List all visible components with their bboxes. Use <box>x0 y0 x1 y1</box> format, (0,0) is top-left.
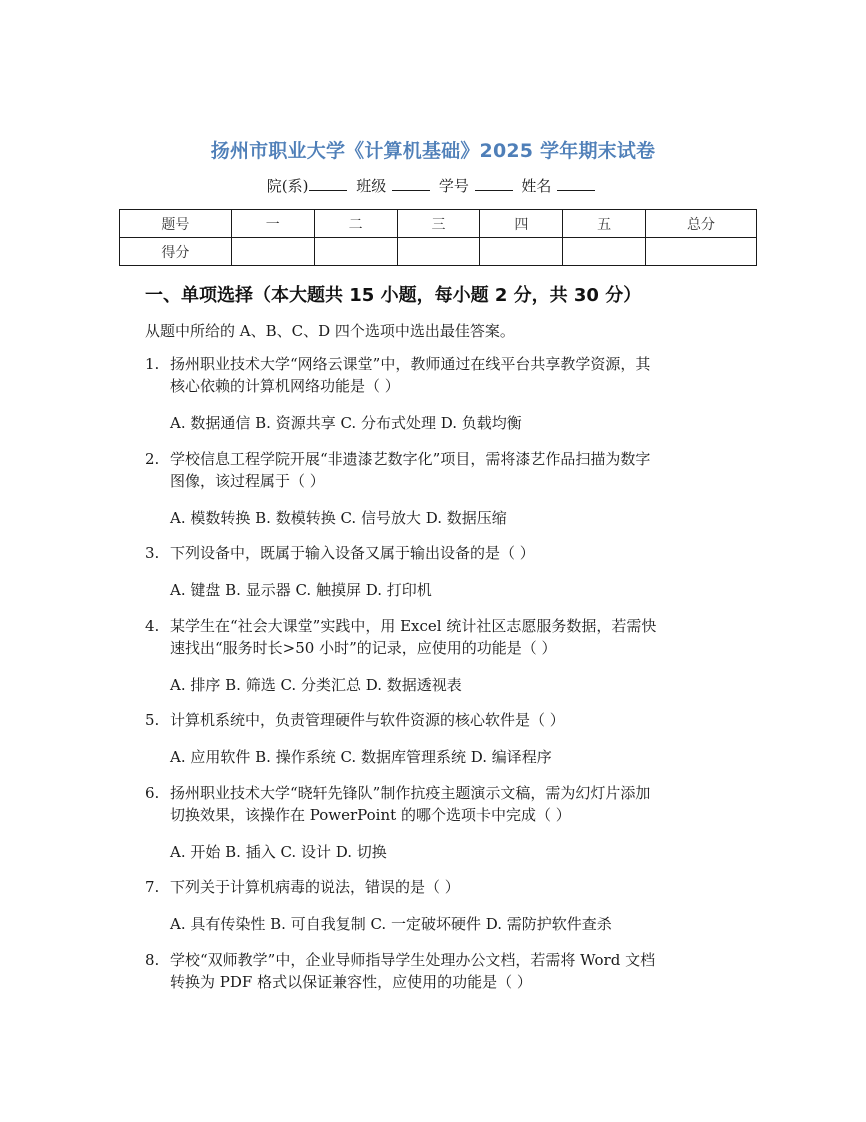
question-5-options: A. 应用软件 B. 操作系统 C. 数据库管理系统 D. 编译程序 <box>170 748 552 766</box>
question-line: 下列关于计算机病毒的说法，错误的是（ ） <box>170 878 460 896</box>
question-number: 8. <box>145 951 160 969</box>
question-line: 速找出“服务时长>50 小时”的记录，应使用的功能是（ ） <box>170 639 557 657</box>
question-line: 转换为 PDF 格式以保证兼容性，应使用的功能是（ ） <box>170 973 532 991</box>
question-line: 学校信息工程学院开展“非遗漆艺数字化”项目，需将漆艺作品扫描为数字 <box>170 450 651 468</box>
question-number: 4. <box>145 617 160 635</box>
question-number: 2. <box>145 450 160 468</box>
question-4 <box>145 615 745 659</box>
question-line: 学校“双师教学”中，企业导师指导学生处理办公文档，若需将 Word 文档 <box>170 951 656 969</box>
dept-label: 院(系) <box>266 177 309 195</box>
question-line: 图像，该过程属于（ ） <box>170 472 325 490</box>
question-7-options: A. 具有传染性 B. 可自我复制 C. 一定破坏硬件 D. 需防护软件查杀 <box>170 915 612 933</box>
score-input-3 <box>397 238 480 266</box>
section-instruction: 从题中所给的 A、B、C、D 四个选项中选出最佳答案。 <box>145 322 515 340</box>
question-line: 切换效果，该操作在 PowerPoint 的哪个选项卡中完成（ ） <box>170 806 571 824</box>
question-2 <box>145 448 745 492</box>
question-2-options: A. 模数转换 B. 数模转换 C. 信号放大 D. 数据压缩 <box>170 509 507 527</box>
score-cell-label: 题号 <box>120 210 232 238</box>
score-cell-3: 三 <box>397 210 480 238</box>
section-heading: 一、单项选择（本大题共 15 小题，每小题 2 分，共 30 分） <box>145 285 642 306</box>
question-line: 计算机系统中，负责管理硬件与软件资源的核心软件是（ ） <box>170 711 565 729</box>
score-input-total <box>646 238 757 266</box>
question-4-options: A. 排序 B. 筛选 C. 分类汇总 D. 数据透视表 <box>170 676 462 694</box>
question-1 <box>145 353 745 397</box>
score-input-5 <box>563 238 646 266</box>
score-table <box>119 209 757 266</box>
question-number: 6. <box>145 784 160 802</box>
score-input-2 <box>314 238 397 266</box>
score-table-score-row <box>120 238 757 266</box>
question-3-options: A. 键盘 B. 显示器 C. 触摸屏 D. 打印机 <box>170 581 432 599</box>
id-label: 学号 <box>438 177 469 195</box>
name-label: 姓名 <box>521 177 552 195</box>
question-number: 7. <box>145 878 160 896</box>
question-line: 扬州职业技术大学“网络云课堂”中，教师通过在线平台共享教学资源，其 <box>170 355 651 373</box>
name-blank <box>557 178 595 191</box>
score-input-1 <box>231 238 314 266</box>
id-blank <box>475 178 513 191</box>
question-line: 下列设备中，既属于输入设备又属于输出设备的是（ ） <box>170 544 535 562</box>
dept-blank <box>309 178 347 191</box>
question-6 <box>145 782 745 826</box>
question-7 <box>145 876 745 898</box>
student-info-line <box>0 175 866 196</box>
question-8 <box>145 949 745 993</box>
score-cell-1: 一 <box>231 210 314 238</box>
score-cell-5: 五 <box>563 210 646 238</box>
question-number: 5. <box>145 711 160 729</box>
question-6-options: A. 开始 B. 插入 C. 设计 D. 切换 <box>170 843 387 861</box>
question-5 <box>145 709 745 731</box>
question-line: 核心依赖的计算机网络功能是（ ） <box>170 377 400 395</box>
score-cell-4: 四 <box>480 210 563 238</box>
question-1-options: A. 数据通信 B. 资源共享 C. 分布式处理 D. 负载均衡 <box>170 414 522 432</box>
score-cell-2: 二 <box>314 210 397 238</box>
question-line: 某学生在“社会大课堂”实践中，用 Excel 统计社区志愿服务数据，若需快 <box>170 617 657 635</box>
score-row-label: 得分 <box>120 238 232 266</box>
score-table-header-row <box>120 210 757 238</box>
exam-title: 扬州市职业大学《计算机基础》2025 学年期末试卷 <box>210 140 656 162</box>
score-cell-total: 总分 <box>646 210 757 238</box>
class-label: 班级 <box>356 177 387 195</box>
question-number: 3. <box>145 544 160 562</box>
question-line: 扬州职业技术大学“晓轩先锋队”制作抗疫主题演示文稿，需为幻灯片添加 <box>170 784 651 802</box>
question-number: 1. <box>145 355 160 373</box>
question-3 <box>145 542 745 564</box>
score-input-4 <box>480 238 563 266</box>
class-blank <box>392 178 430 191</box>
